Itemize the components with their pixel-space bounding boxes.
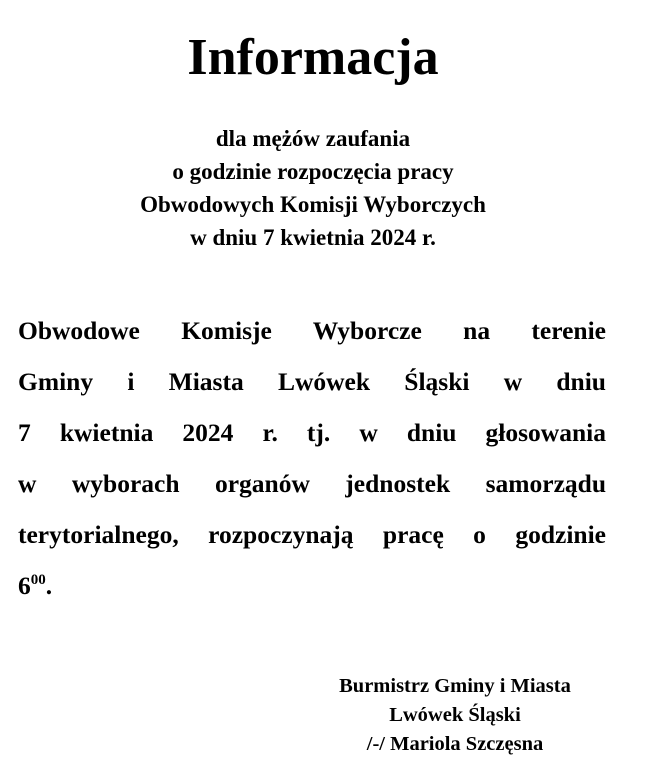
announcement-body (18, 305, 606, 611)
signature-line: Lwówek Śląski (389, 704, 521, 726)
signature-line: Burmistrz Gminy i Miasta (339, 675, 571, 697)
start-time-minutes: 00 (30, 572, 46, 588)
subtitle-line: w dniu 7 kwietnia 2024 r. (190, 225, 436, 250)
body-line: 7 kwietnia 2024 r. tj. w dniu głosowania (18, 418, 606, 447)
subtitle-line: Obwodowych Komisji Wyborczych (140, 192, 486, 217)
signature-block (300, 672, 610, 759)
body-line: Obwodowe Komisje Wyborcze na terenie (18, 316, 606, 345)
document-subtitle (0, 122, 626, 254)
document-title: Informacja (187, 29, 439, 86)
body-line: terytorialnego, rozpoczynają pracę o godzinie (18, 520, 606, 549)
start-time-period: . (45, 571, 53, 600)
signature-line: /-/ Mariola Szczęsna (366, 733, 544, 755)
subtitle-line: dla mężów zaufania (215, 126, 411, 151)
body-line: w wyborach organów jednostek samorządu (18, 469, 606, 498)
start-time-hour: 6 (18, 571, 31, 600)
body-line: Gminy i Miasta Lwówek Śląski w dniu (18, 367, 606, 396)
subtitle-line: o godzinie rozpoczęcia pracy (172, 159, 454, 184)
start-time (18, 560, 606, 611)
